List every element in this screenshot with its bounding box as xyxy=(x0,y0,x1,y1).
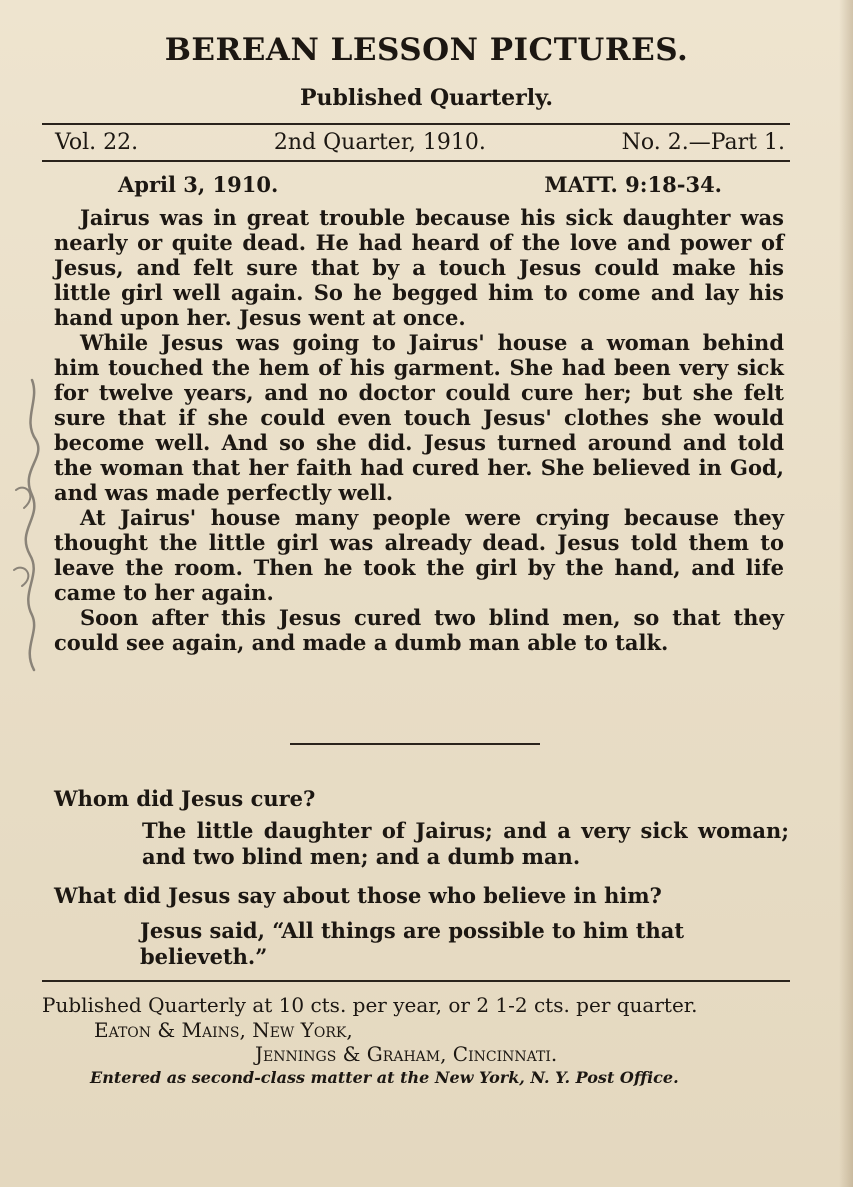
subscription-info: Published Quarterly at 10 cts. per year, or 2 1-2 cts. per quarter. xyxy=(42,993,698,1017)
header-rule-bottom xyxy=(42,160,790,162)
quarter-label: 2nd Quarter, 1910. xyxy=(273,129,486,155)
volume-label: Vol. 22. xyxy=(55,129,139,155)
body-paragraph: Jairus was in great trouble because his sick daughter was nearly or quite dead. He had heard of the love and power of Jesus, and felt sure that by a touch Jesus could make his little girl well again. So he begged him to come and lay his hand upon her. Jesus went at once. xyxy=(54,205,784,330)
footer-rule xyxy=(42,980,790,982)
answer-2: Jesus said, “All things are possible to him that believeth.” xyxy=(140,918,685,969)
body-paragraph: At Jairus' house many people were crying because they thought the little girl was already dead. Jesus told them to leave the room. Then he took the girl by the hand, and life came to her again. xyxy=(54,505,784,605)
answer-1: The little daughter of Jairus; and a very sick woman; and two blind men; and a dumb man. xyxy=(142,818,789,869)
header-rule-top xyxy=(42,123,790,125)
body-paragraph: Soon after this Jesus cured two blind men, so that they could see again, and made a dumb man able to talk. xyxy=(54,605,784,655)
body-paragraph: While Jesus was going to Jairus' house a woman behind him touched the hem of his garment. She had been very sick for twelve years, and no doctor could cure her; but she felt sure that if she could even touch Jesus' clothes she would become well. And so she did. Jesus turned around and told the woman that her faith had cured her. She believed in God, and was made perfectly well. xyxy=(54,330,784,505)
question-2: What did Jesus say about those who believe in him? xyxy=(54,883,662,908)
pencil-marking xyxy=(2,370,54,680)
postal-notice: Entered as second-class matter at the New York, N. Y. Post Office. xyxy=(90,1068,679,1087)
scripture-reference: MATT. 9:18-34. xyxy=(544,172,722,197)
question-1: Whom did Jesus cure? xyxy=(54,786,316,811)
publication-subtitle: Published Quarterly. xyxy=(299,85,554,111)
publication-title: BEREAN LESSON PICTURES. xyxy=(164,32,689,68)
lesson-date: April 3, 1910. xyxy=(118,172,279,197)
number-label: No. 2.—Part 1. xyxy=(621,129,785,155)
publisher-new-york: Eaton & Mains, New York, xyxy=(94,1018,353,1042)
issue-info-row xyxy=(55,127,785,157)
paper-edge-shadow xyxy=(839,0,853,1187)
publisher-cincinnati: Jennings & Graham, Cincinnati. xyxy=(255,1042,558,1066)
section-divider xyxy=(290,743,540,745)
lesson-body xyxy=(54,205,784,655)
lesson-date-row xyxy=(118,172,722,197)
